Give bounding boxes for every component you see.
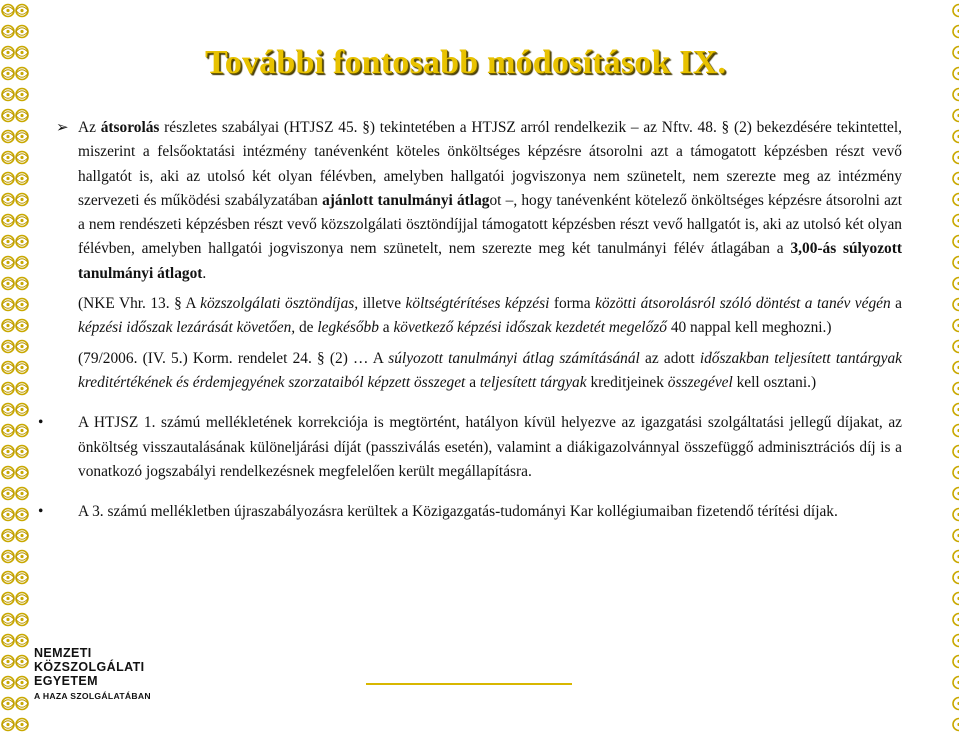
bullet-dot-icon: •: [38, 414, 44, 432]
bullet-item-kollegium-dijak: [38, 500, 902, 524]
note1-text-1: (NKE Vhr. 13. § A: [78, 295, 201, 313]
note1-italic-3: közötti átsorolásról szóló döntést a tanév végén: [595, 295, 891, 313]
ornamental-border-right: [950, 0, 959, 735]
note1-text-5: de: [295, 319, 318, 337]
note2-italic-1: súlyozott tanulmányi átlag számításánál: [388, 349, 640, 367]
spacer: [56, 484, 902, 494]
university-logo: [34, 646, 164, 716]
bullet-item-htjsz-melleklet: [38, 411, 902, 484]
item1-bold2: ajánlott tanulmányi átlag: [322, 191, 490, 209]
item1-mid: ot –, hogy tanévenként kötelező önköltséges képzésre átsorolni azt a nem rendészeti képzésben részt vevő közszolgálati ösztöndíjjal támogatott képzésben részt vevő hallgatót is, aki az utolsó két olyan félévben, amelyben hallgatói jogviszonya nem szünetelt, nem szerezte meg két tanulmányi félév átlagában a: [78, 191, 903, 258]
note2-text-5: kell osztani.): [732, 373, 817, 391]
item1-intro-post: részletes szabályai (HTJSZ 45. §) tekintetében a HTJSZ arról rendelkezik – az Nftv. 48. § (2) bekezdésére tekintettel, miszerint a felsőoktatási intézmény tanévenként köteles önköltséges képzésre átsorolni azt a támogatott képzésben részt vevő hallgatót is, aki az utolsó két olyan félévben, amelyben hallgatói jogviszonya nem szünetelt, nem szerezte meg az intézmény szervezeti és működési szabályzatában: [78, 119, 903, 209]
note2-italic-4: összegével: [667, 373, 733, 391]
note2-italic-3: teljesített tárgyak: [479, 373, 587, 391]
note1-italic-5: legkésőbb: [317, 319, 379, 337]
logo-tagline: A HAZA SZOLGÁLATÁBAN: [34, 691, 151, 701]
slide-title: További fontosabb módosítások IX.: [205, 44, 727, 81]
note-korm-rendelet: [56, 347, 902, 396]
logo-line-3: EGYETEM: [34, 674, 98, 688]
bullet1-text: A HTJSZ 1. számú mellékletének korrekciója is megtörtént, hatályon kívül helyezve az igazgatási szolgáltatási jellegű díjakat, az önköltség visszautalásának különeljárási díját (passziválás esetén), valamint a diákigazolvánnyal összefüggő adminisztrációs díj is a vonatkozó jogszabályi rendelkezésnek megfelelően került megállapításra.: [78, 414, 902, 480]
note2-text-3: a: [465, 373, 480, 391]
footer-divider: [366, 683, 572, 685]
note1-text-2: illetve: [358, 295, 406, 313]
logo-line-1: NEMZETI: [34, 646, 92, 660]
bullet-dot-icon: •: [38, 503, 44, 521]
item1-intro-pre: Az: [78, 119, 101, 136]
note1-text-4: a: [890, 295, 902, 313]
slide-body: [38, 116, 903, 524]
note1-text-6: a: [378, 319, 394, 337]
ornament-pattern-right-icon: [950, 0, 959, 735]
bullet2-text: A 3. számú mellékletben újraszabályozásra kerültek a Közigazgatás-tudományi Kar kollégiumaiban fizetendő térítési díjak.: [78, 503, 838, 521]
note2-text-2: az adott: [639, 349, 700, 367]
logo-line-2: KÖZSZOLGÁLATI: [34, 660, 145, 674]
item1-intro-bold: átsorolás: [100, 119, 160, 136]
note-nke-vhr: [56, 292, 902, 341]
note1-italic-2: költségtérítéses képzési: [405, 295, 550, 313]
ornamental-border-left: [0, 0, 30, 735]
note1-text-7: 40 nappal kell meghozni.): [666, 319, 832, 337]
note2-italic-2: időszakban teljesített tantárgyak kreditértékének és érdemjegyének szorzataiból képzett összeget: [78, 349, 902, 391]
note1-italic-4: képzési időszak lezárását követően,: [78, 319, 296, 337]
note1-text-3: forma: [549, 295, 596, 313]
note2-text-1: (79/2006. (IV. 5.) Korm. rendelet 24. § (2) … A: [78, 349, 389, 367]
note2-text-4: kreditjeinek: [586, 373, 668, 391]
arrow-item-atsorolas: [56, 116, 902, 286]
arrow-bullet-icon: ➢: [56, 120, 69, 136]
note1-italic-6: következő képzési időszak kezdetét megelőző: [393, 319, 667, 337]
note1-italic-1: közszolgálati ösztöndíjas,: [200, 295, 359, 313]
item1-end: .: [202, 264, 207, 282]
item1-bold3: 3,00-ás súlyozott tanulmányi átlagot: [78, 240, 903, 282]
ornament-pattern-icon: [0, 0, 30, 735]
spacer: [56, 395, 902, 405]
